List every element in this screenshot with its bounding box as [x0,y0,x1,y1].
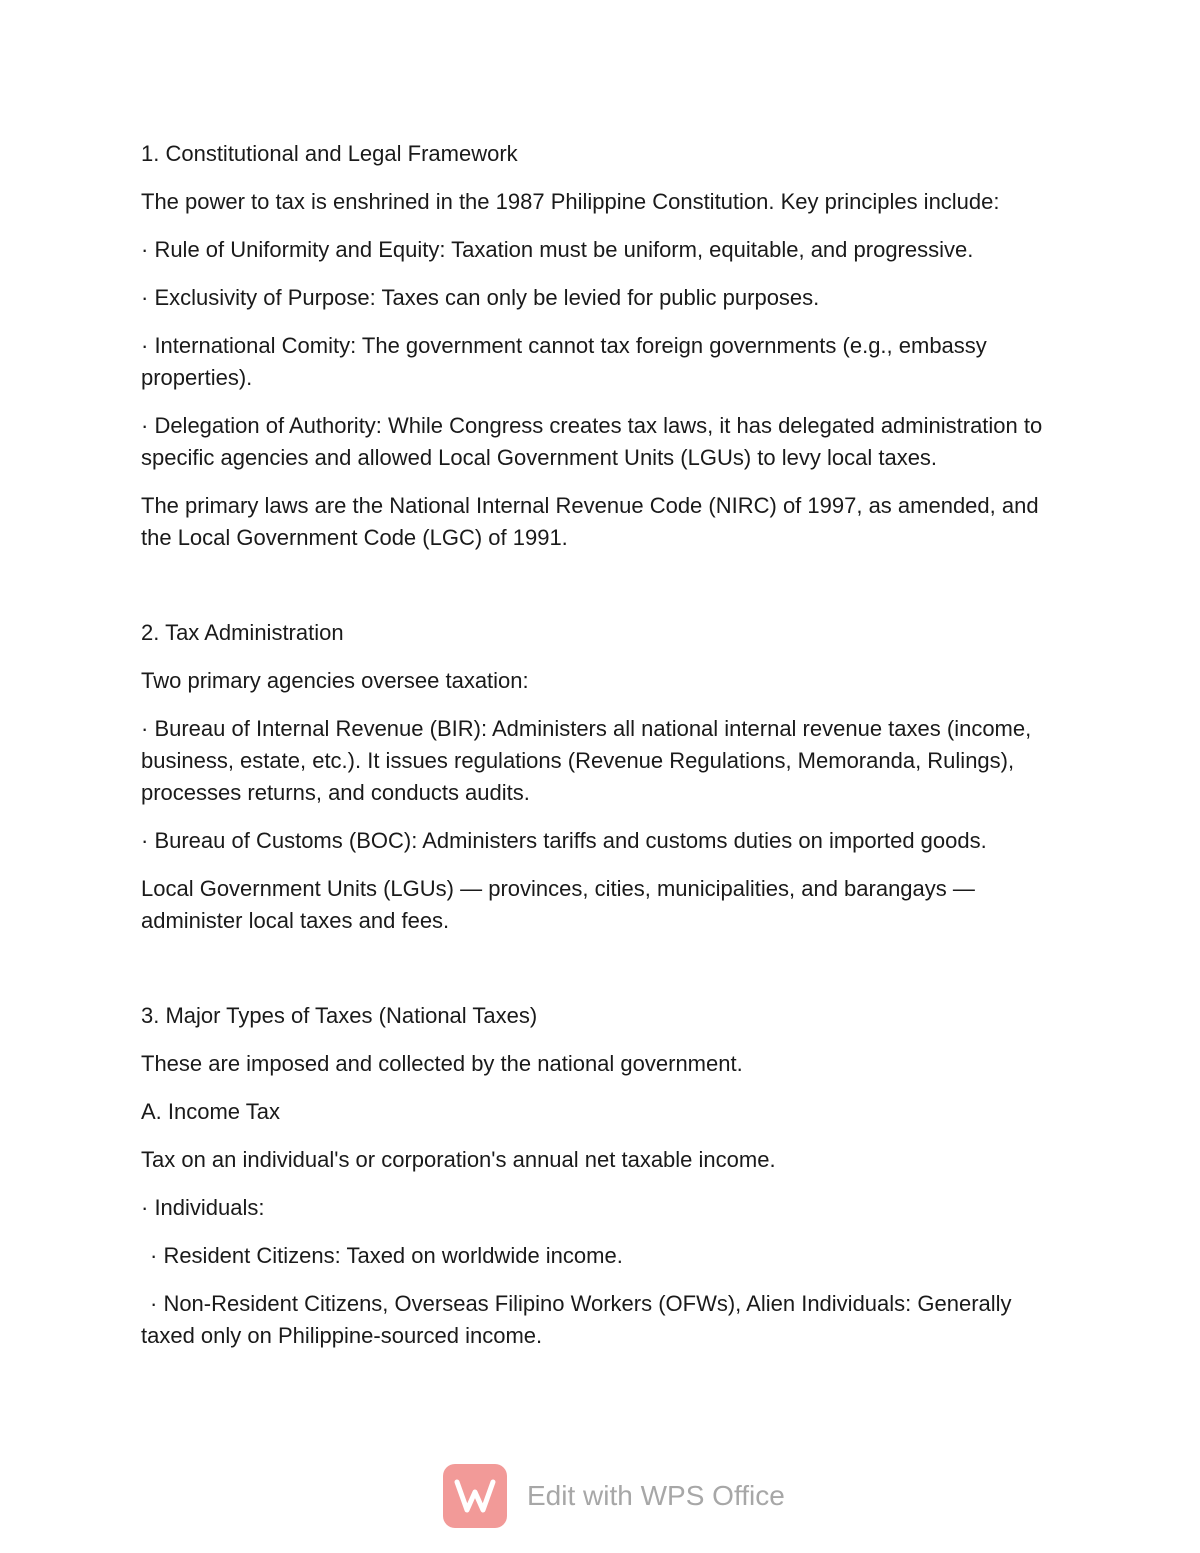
section-1-intro: The power to tax is enshrined in the 1987 Philippine Constitution. Key principles include: [141,189,1000,214]
section-2-closing: Local Government Units (LGUs) — provinces, cities, municipalities, and barangays — administer local taxes and fees. [141,876,975,933]
section-3-heading: 3. Major Types of Taxes (National Taxes) [141,1003,538,1028]
wps-watermark-text: Edit with WPS Office [527,1480,785,1511]
section-spacer [141,953,1071,1000]
section-3-subbullet [141,1288,1071,1352]
section-3-subheading: A. Income Tax [141,1099,280,1124]
section-3-bullet: · Individuals: [141,1195,265,1220]
section-1-bullet: · Delegation of Authority: While Congress creates tax laws, it has delegated administration to specific agencies and allowed Local Government Units (LGUs) to levy local taxes. [141,413,1043,470]
section-1-closing: The primary laws are the National Internal Revenue Code (NIRC) of 1997, as amended, and the Local Government Code (LGC) of 1991. [141,493,1039,550]
document-page [141,138,1071,1368]
wps-w-icon [453,1476,497,1516]
section-3-subbullet: · Resident Citizens: Taxed on worldwide income. [150,1243,623,1268]
section-3-intro: These are imposed and collected by the national government. [141,1051,743,1076]
section-2-bullet: · Bureau of Internal Revenue (BIR): Administers all national internal revenue taxes (income, business, estate, etc.). It issues regulations (Revenue Regulations, Memoranda, Rulings), processes returns, and conducts audits. [141,716,1032,805]
section-2-heading: 2. Tax Administration [141,620,344,645]
wps-logo-icon [443,1464,507,1528]
section-1-heading: 1. Constitutional and Legal Framework [141,141,518,166]
section-2-bullet: · Bureau of Customs (BOC): Administers tariffs and customs duties on imported goods. [141,828,987,853]
section-3-subbullet-text: · Non-Resident Citizens, Overseas Filipino Workers (OFWs), Alien Individuals: Generally taxed only on Philippine-sourced income. [141,1291,1012,1348]
section-1-bullet: · Exclusivity of Purpose: Taxes can only be levied for public purposes. [141,285,820,310]
wps-watermark[interactable] [443,1464,785,1528]
section-1-bullet: · International Comity: The government cannot tax foreign governments (e.g., embassy properties). [141,333,987,390]
section-1-bullet: · Rule of Uniformity and Equity: Taxation must be uniform, equitable, and progressive. [141,237,974,262]
section-spacer [141,570,1071,617]
section-3-description: Tax on an individual's or corporation's annual net taxable income. [141,1147,776,1172]
section-2-intro: Two primary agencies oversee taxation: [141,668,529,693]
